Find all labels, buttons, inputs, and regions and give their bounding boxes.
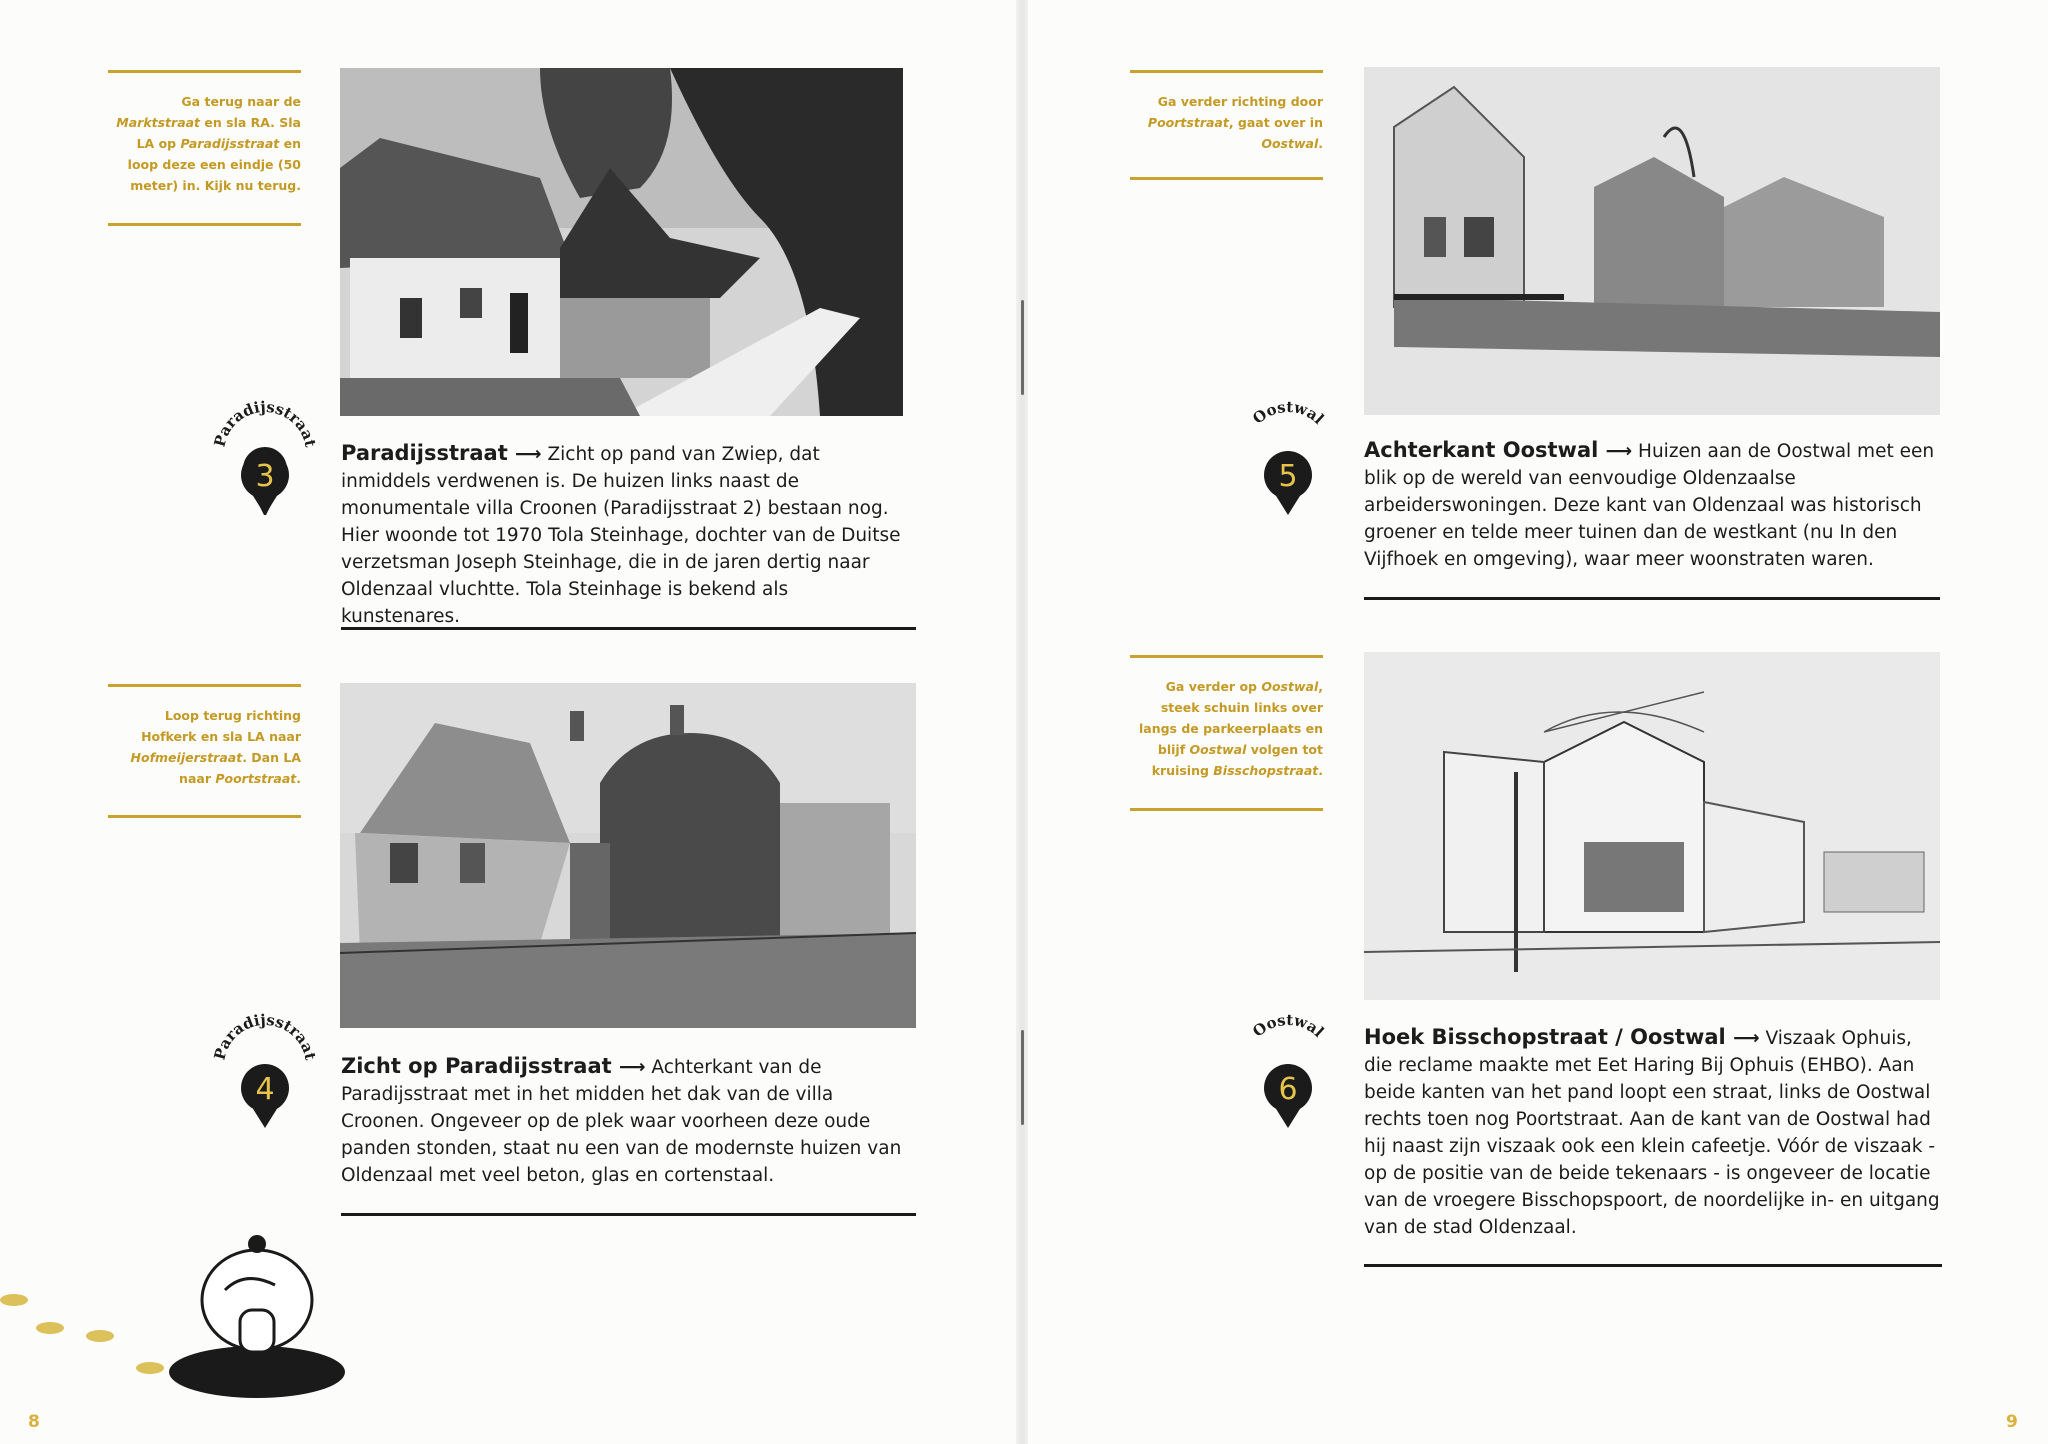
stop-text: Huizen aan de Oostwal met een blik op de wereld van eenvoudige Oldenzaalse arbeiderswoningen. Deze kant van Oldenzaal was historisch groener en telde meer tuinen dan de westkant (nu In den Vijfhoek en omgeving), waar meer woonstraten waren.	[1364, 441, 1935, 570]
arrow-icon: ⟶	[1605, 441, 1633, 462]
stop-text: Viszaak Ophuis, die reclame maakte met Eet Haring Bij Ophuis (EHBO). Aan beide kanten van het pand loopt een straat, links de Oostwal rechts toen nog Poortstraat. Aan de kant van de Oostwal had hij naast zijn viszaak ook een klein cafeetje. Vóór de viszaak - op de positie van de beide tekenaars - is ongeveer de locatie van de vroegere Bisschopspoort, de noordelijke in- en uitgang van de stad Oldenzaal.	[1364, 1028, 1940, 1238]
svg-text:Oostwal: Oostwal	[1249, 397, 1328, 428]
sitting-person-illustration	[165, 1230, 350, 1400]
drawing-hoek-bisschopstraat-oostwal	[1364, 652, 1940, 1000]
stop-marker-3	[210, 395, 320, 515]
divider	[341, 1213, 916, 1216]
staple	[1021, 300, 1024, 395]
svg-text:4: 4	[255, 1072, 275, 1107]
stop-description-3	[341, 440, 913, 630]
svg-text:3: 3	[255, 459, 275, 494]
divider	[1364, 597, 1940, 600]
stop-description-6	[1364, 1024, 1944, 1241]
route-instruction: Loop terug richting Hofkerk en sla LA naar Hofmeijerstraat. Dan LA naar Poortstraat.	[108, 684, 301, 818]
route-instruction: Ga terug naar de Marktstraat en sla RA. Sla LA op Paradijsstraat en loop deze een eindje (50 meter) in. Kijk nu terug.	[108, 70, 301, 226]
page-number: 9	[2006, 1412, 2018, 1432]
svg-text:Paradijsstraat: Paradijsstraat	[210, 1010, 320, 1062]
stop-marker-6	[1233, 1008, 1343, 1128]
page-number: 8	[28, 1412, 40, 1432]
arrow-icon: ⟶	[618, 1057, 646, 1078]
stop-text: Achterkant van de Paradijsstraat met in het midden het dak van de villa Croonen. Ongeveer op de plek waar voorheen deze oude panden stonden, staat nu een van de modernste huizen van Oldenzaal met veel beton, glas en cortenstaal.	[341, 1057, 902, 1186]
svg-text:5: 5	[1278, 459, 1298, 494]
route-instruction: Ga verder op Oostwal, steek schuin links over langs de parkeerplaats en blijf Oostwal volgen tot kruising Bisschopstraat.	[1130, 655, 1323, 811]
staple	[1021, 1030, 1024, 1125]
svg-text:Oostwal: Oostwal	[1249, 1010, 1328, 1041]
stop-marker-5	[1233, 395, 1343, 515]
stop-title: Achterkant Oostwal	[1364, 438, 1606, 462]
drawing-zicht-op-paradijsstraat	[340, 683, 916, 1028]
stop-description-5	[1364, 437, 1944, 573]
stop-text: Zicht op pand van Zwiep, dat inmiddels verdwenen is. De huizen links naast de monumentale villa Croonen (Paradijsstraat 2) bestaan nog. Hier woonde tot 1970 Tola Steinhage, dochter van de Duitse verzetsman Joseph Steinhage, die in de jaren dertig naar Oldenzaal vluchtte. Tola Steinhage is bekend als kunstenares.	[341, 444, 901, 627]
booklet-spine	[1016, 0, 1028, 1444]
svg-text:6: 6	[1278, 1072, 1298, 1107]
stop-title: Zicht op Paradijsstraat	[341, 1054, 619, 1078]
stop-marker-4	[210, 1008, 320, 1128]
route-instruction: Ga verder richting door Poortstraat, gaat over in Oostwal.	[1130, 70, 1323, 180]
stop-title: Paradijsstraat	[341, 441, 516, 465]
stop-title: Hoek Bisschopstraat / Oostwal	[1364, 1025, 1734, 1049]
stop-description-4	[341, 1053, 913, 1189]
footprints-illustration	[0, 1290, 175, 1380]
divider	[341, 627, 916, 630]
drawing-achterkant-oostwal	[1364, 67, 1940, 415]
drawing-paradijsstraat	[340, 68, 903, 416]
divider	[1364, 1264, 1942, 1267]
svg-text:Paradijsstraat: Paradijsstraat	[210, 397, 320, 449]
arrow-icon: ⟶	[1733, 1028, 1760, 1049]
arrow-icon: ⟶	[515, 444, 542, 465]
